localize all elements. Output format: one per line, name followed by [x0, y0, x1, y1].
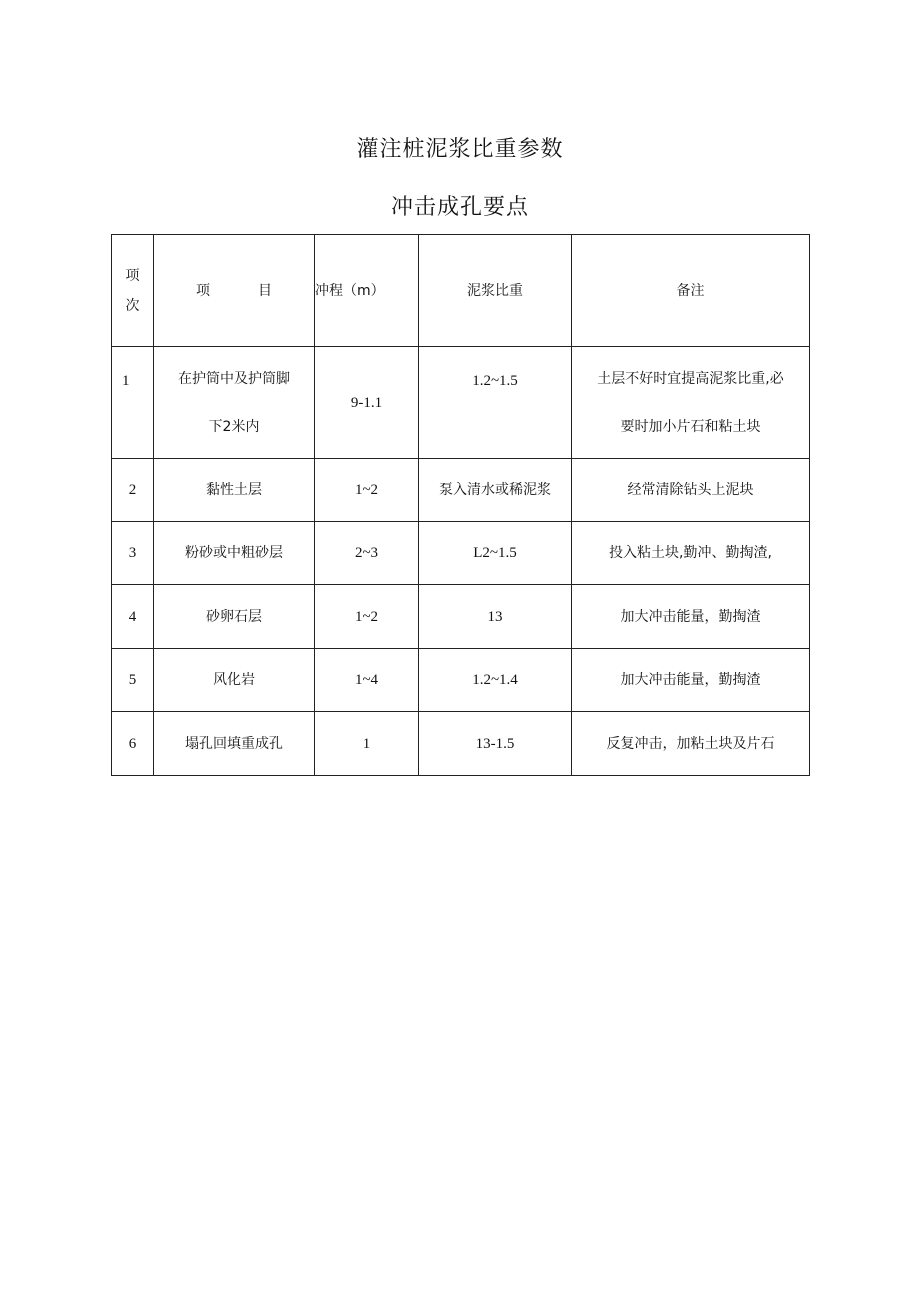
row-item: 黏性土层 [154, 459, 315, 522]
row-density: 泵入清水或稀泥浆 [419, 459, 572, 522]
header-index [112, 235, 154, 347]
row-index: 1 [112, 347, 154, 459]
row-density: 13-1.5 [419, 712, 572, 776]
row-density: 1.2~1.4 [419, 649, 572, 712]
row-stroke: 1~4 [315, 649, 419, 712]
header-density: 泥浆比重 [419, 235, 572, 347]
row-remarks [572, 347, 810, 459]
table-row [112, 459, 810, 522]
table-row [112, 712, 810, 776]
row-stroke: 1~2 [315, 459, 419, 522]
row-item: 粉砂或中粗砂层 [154, 522, 315, 585]
row-item: 塌孔回填重成孔 [154, 712, 315, 776]
row-remarks: 反复冲击，加粘土块及片石 [572, 712, 810, 776]
document-title: 灌注桩泥浆比重参数 [356, 137, 564, 162]
row-remarks: 投入粘土块,勤冲、勤掏渣, [572, 522, 810, 585]
row-remarks: 加大冲击能量，勤掏渣 [572, 649, 810, 712]
row-density: 1.2~1.5 [419, 347, 572, 459]
table-row [112, 522, 810, 585]
row-index: 3 [112, 522, 154, 585]
row-index: 2 [112, 459, 154, 522]
row-item-line2: 下2米内 [208, 418, 260, 435]
row-remarks-line1: 土层不好时宜提高泥浆比重,必 [597, 370, 784, 387]
row-stroke: 1 [315, 712, 419, 776]
header-item-part2: 目 [258, 282, 272, 299]
header-index-line2: 次 [125, 297, 140, 314]
row-stroke: 2~3 [315, 522, 419, 585]
row-stroke: 1~2 [315, 585, 419, 649]
header-stroke: 冲程（m） [315, 235, 419, 347]
row-density: L2~1.5 [419, 522, 572, 585]
row-item: 砂卵石层 [154, 585, 315, 649]
document-subtitle: 冲击成孔要点 [390, 195, 529, 220]
header-item-part1: 项 [196, 282, 210, 299]
header-row [112, 235, 810, 347]
row-remarks: 经常清除钻头上泥块 [572, 459, 810, 522]
table-row [112, 347, 810, 459]
header-index-line1: 项 [125, 267, 140, 284]
row-item: 风化岩 [154, 649, 315, 712]
row-index: 4 [112, 585, 154, 649]
table-row [112, 585, 810, 649]
row-density: 13 [419, 585, 572, 649]
row-item [154, 347, 315, 459]
header-remarks: 备注 [572, 235, 810, 347]
table-row [112, 649, 810, 712]
row-item-line1: 在护筒中及护筒脚 [178, 370, 290, 387]
row-remarks-line2: 要时加小片石和粘土块 [620, 418, 761, 435]
row-index: 6 [112, 712, 154, 776]
header-item [154, 235, 315, 347]
row-remarks: 加大冲击能量，勤掏渣 [572, 585, 810, 649]
parameter-table [111, 234, 810, 776]
row-stroke: 9-1.1 [315, 347, 419, 459]
row-index: 5 [112, 649, 154, 712]
